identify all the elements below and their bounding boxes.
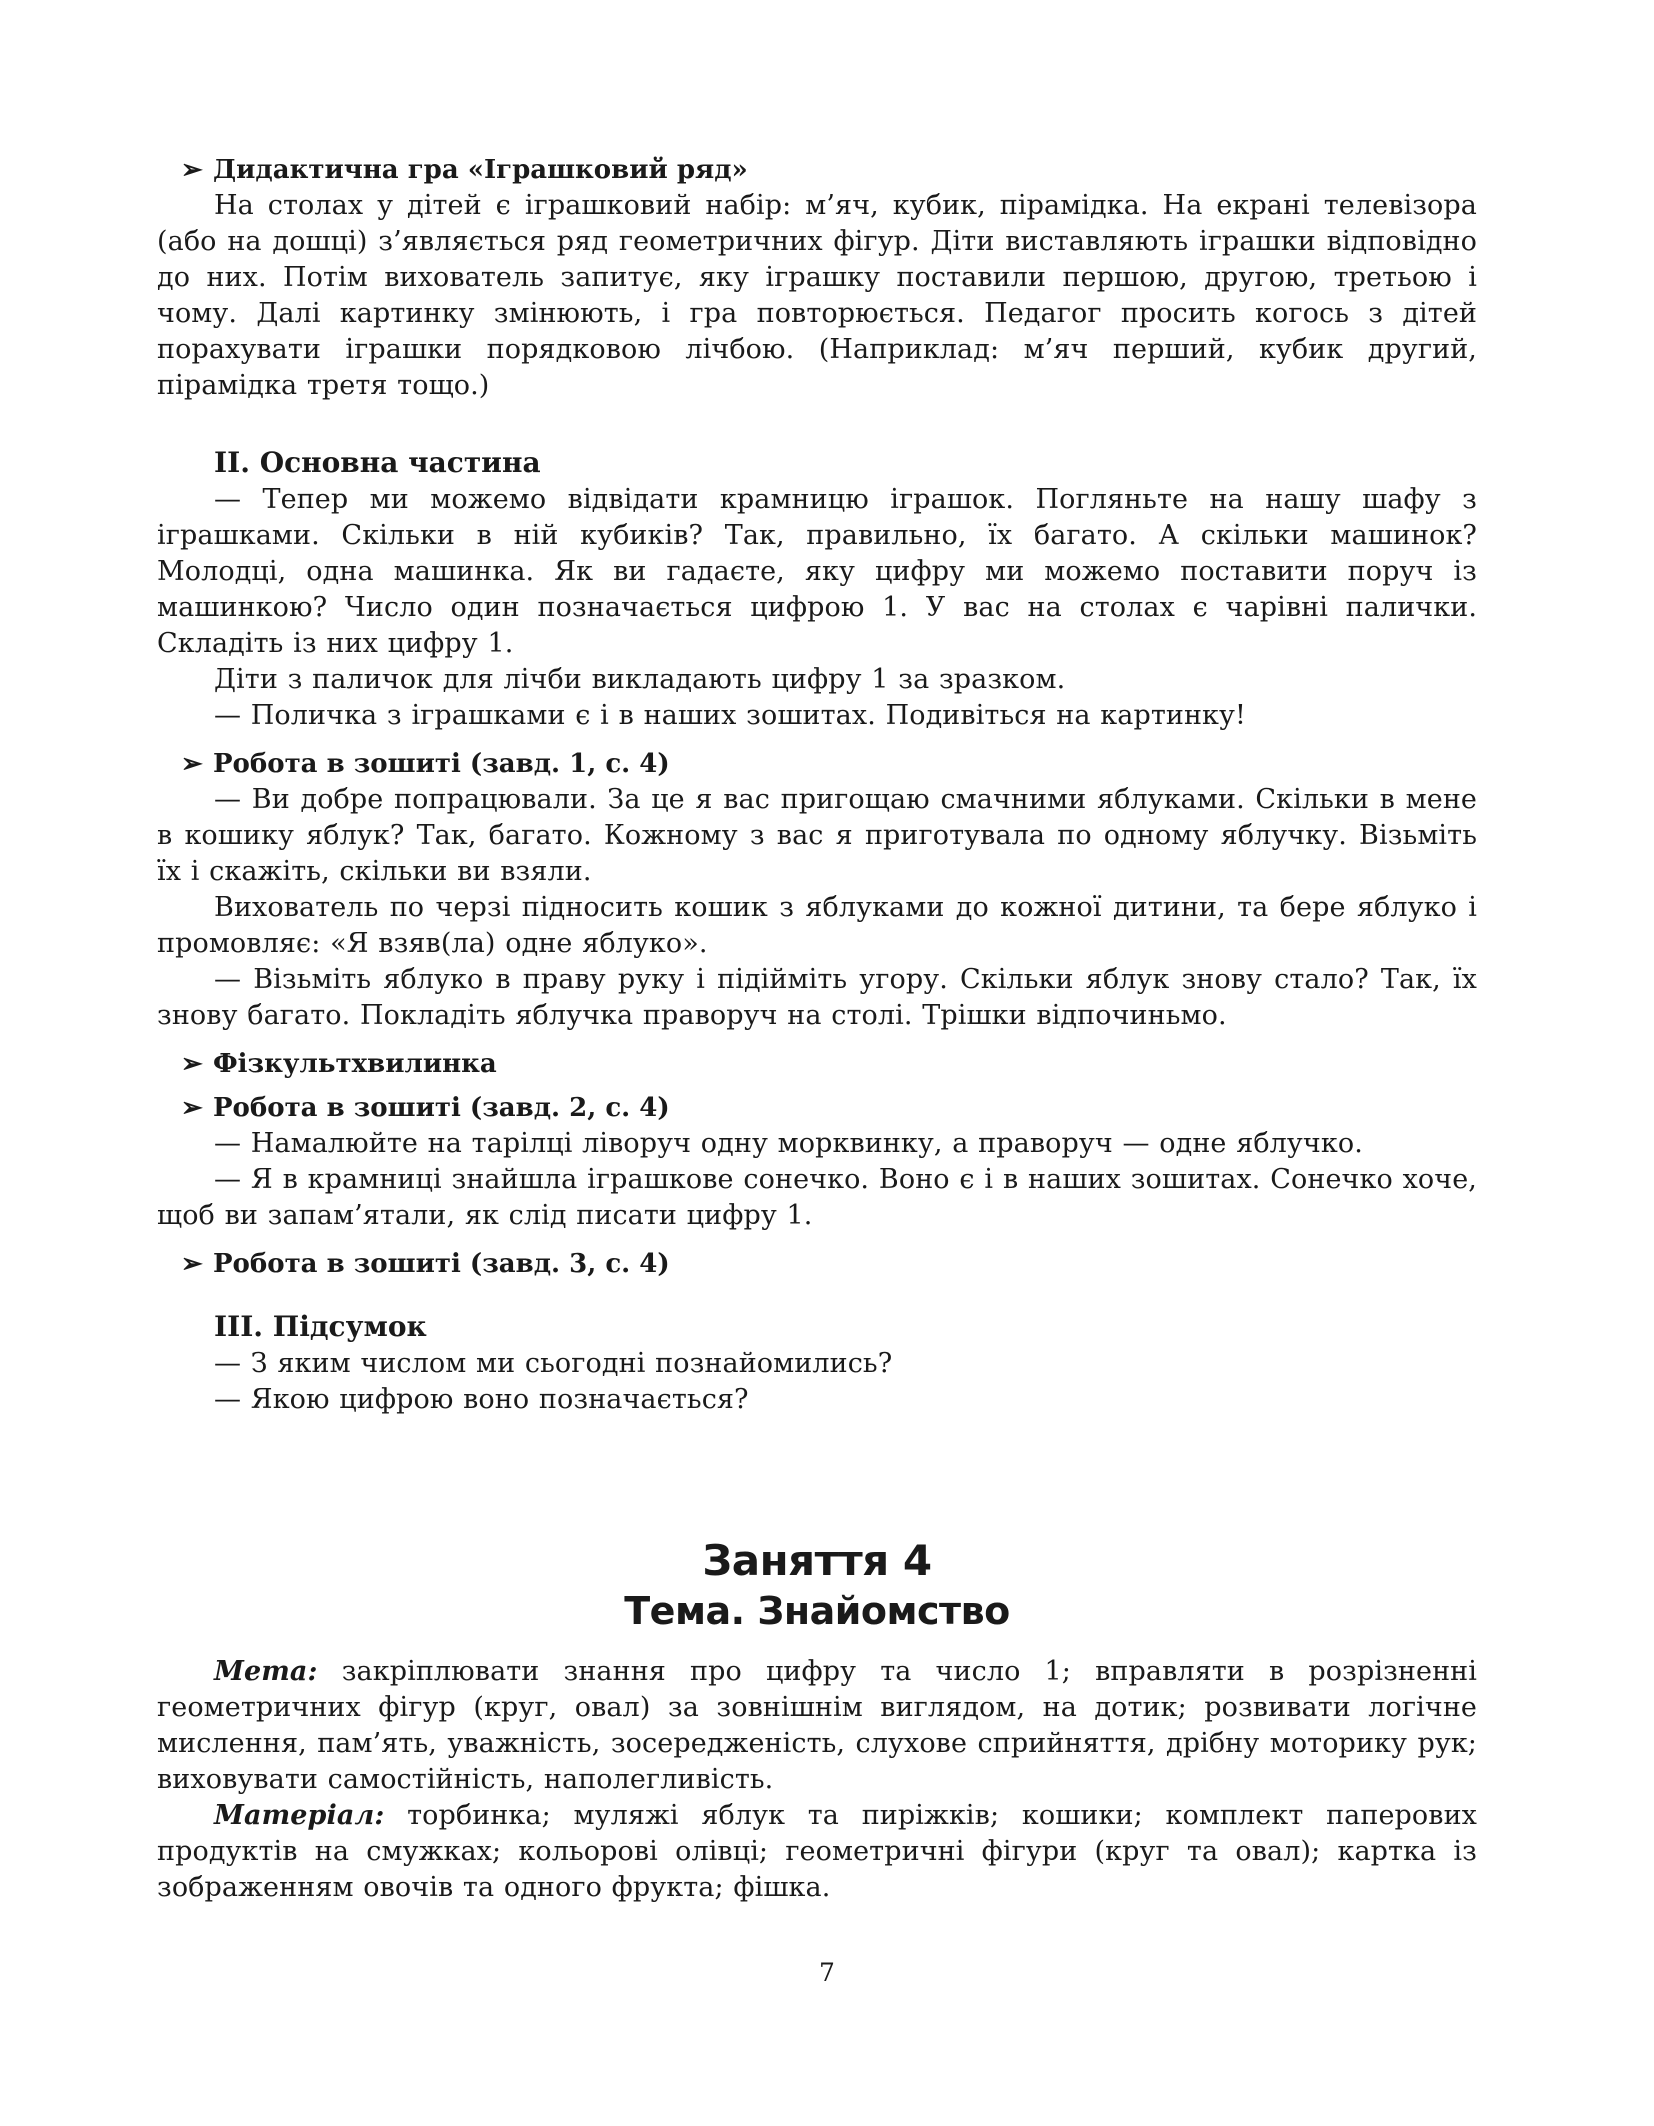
lesson-theme: Тема. Знайомство [624,1589,1010,1633]
section-main-title: II. Основна частина [214,446,541,479]
task1-paragraph-1: — Ви добре попрацювали. За це я вас пригощаю смачними яблуками. Скільки в мене в кошику яблук? Так, багато. Кожному з вас я приготувала по одному яблучку. Візьміть їх і скажіть, скільки ви взяли. [157,784,1477,887]
task1-heading [157,746,1477,782]
bullet-arrow-icon: ➢ [181,1049,203,1079]
didactic-game-heading [157,152,1477,188]
bullet-arrow-icon: ➢ [181,155,203,185]
summary-question-1: — З яким числом ми сьогодні познайомились? [214,1348,893,1379]
lesson-title: Заняття 4 [702,1536,932,1585]
task2-paragraph-2: — Я в крамниці знайшла іграшкове сонечко. Воно є і в наших зошитах. Сонечко хоче, щоб ви запам’ятали, як слід писати цифру 1. [157,1164,1477,1231]
page-number: 7 [819,1958,835,1987]
fizminute-title: Фізкультхвилинка [213,1049,497,1079]
goal-label: Мета: [214,1656,318,1687]
main-paragraph-3: — Поличка з іграшками є і в наших зошитах. Подивіться на картинку! [214,700,1246,731]
task2-heading [157,1090,1477,1126]
didactic-game-paragraph: На столах у дітей є іграшковий набір: м’яч, кубик, пірамідка. На екрані телевізора (або на дошці) з’являється ряд геометричних фігур. Діти виставляють іграшки відповідно до них. Потім вихователь запитує, яку іграшку поставили першою, другою, третьою і чому. Далі картинку змінюють, і гра повторюється. Педагог просить когось з дітей порахувати іграшки порядковою лічбою. (Наприклад: м’яч перший, кубик другий, пірамідка третя тощо.) [157,190,1477,401]
main-paragraph-2: Діти з паличок для лічби викладають цифру 1 за зразком. [214,664,1066,695]
task2-title: Робота в зошиті (завд. 2, с. 4) [213,1093,670,1123]
task3-heading [157,1246,1477,1282]
section-summary-title: III. Підсумок [214,1310,427,1343]
task3-title: Робота в зошиті (завд. 3, с. 4) [213,1249,670,1279]
task1-paragraph-3: — Візьміть яблуко в праву руку і підійміть угору. Скільки яблук знову стало? Так, їх знову багато. Покладіть яблучка праворуч на столі. Трішки відпочиньмо. [157,964,1477,1031]
material-text: торбинка; муляжі яблук та пиріжків; кошики; комплект паперових продуктів на смужках; кольорові олівці; геометричні фігури (круг та овал); картка із зображенням овочів та одного фрукта; фішка. [157,1800,1477,1903]
bullet-arrow-icon: ➢ [181,749,203,779]
didactic-game-title: Дидактична гра «Іграшковий ряд» [213,155,748,185]
summary-question-2: — Якою цифрою воно позначається? [214,1384,749,1415]
page-content [157,152,1477,1906]
bullet-arrow-icon: ➢ [181,1093,203,1123]
task2-paragraph-1: — Намалюйте на тарілці ліворуч одну морквинку, а праворуч — одне яблучко. [214,1128,1363,1159]
main-paragraph-1: — Тепер ми можемо відвідати крамницю іграшок. Погляньте на нашу шафу з іграшками. Скільки в ній кубиків? Так, правильно, їх багато. А скільки машинок? Молодці, одна машинка. Як ви гадаєте, яку цифру ми можемо поставити поруч із машинкою? Число один позначається цифрою 1. У вас на столах є чарівні палички. Складіть із них цифру 1. [157,484,1477,659]
material-label: Матеріал: [214,1800,385,1831]
task1-title: Робота в зошиті (завд. 1, с. 4) [213,749,670,779]
task1-paragraph-2: Вихователь по черзі підносить кошик з яблуками до кожної дитини, та бере яблуко і промовляє: «Я взяв(ла) одне яблуко». [157,892,1477,959]
lesson-goal [157,1654,1477,1798]
goal-text: закріплювати знання про цифру та число 1; вправляти в розрізненні геометричних фігур (круг, овал) за зовнішнім виглядом, на дотик; розвивати логічне мислення, пам’ять, уважність, зосередженість, слухове сприйняття, дрібну моторику рук; виховувати самостійність, наполегливість. [157,1656,1477,1795]
bullet-arrow-icon: ➢ [181,1249,203,1279]
lesson-material [157,1798,1477,1906]
fizminute-heading [157,1046,1477,1082]
